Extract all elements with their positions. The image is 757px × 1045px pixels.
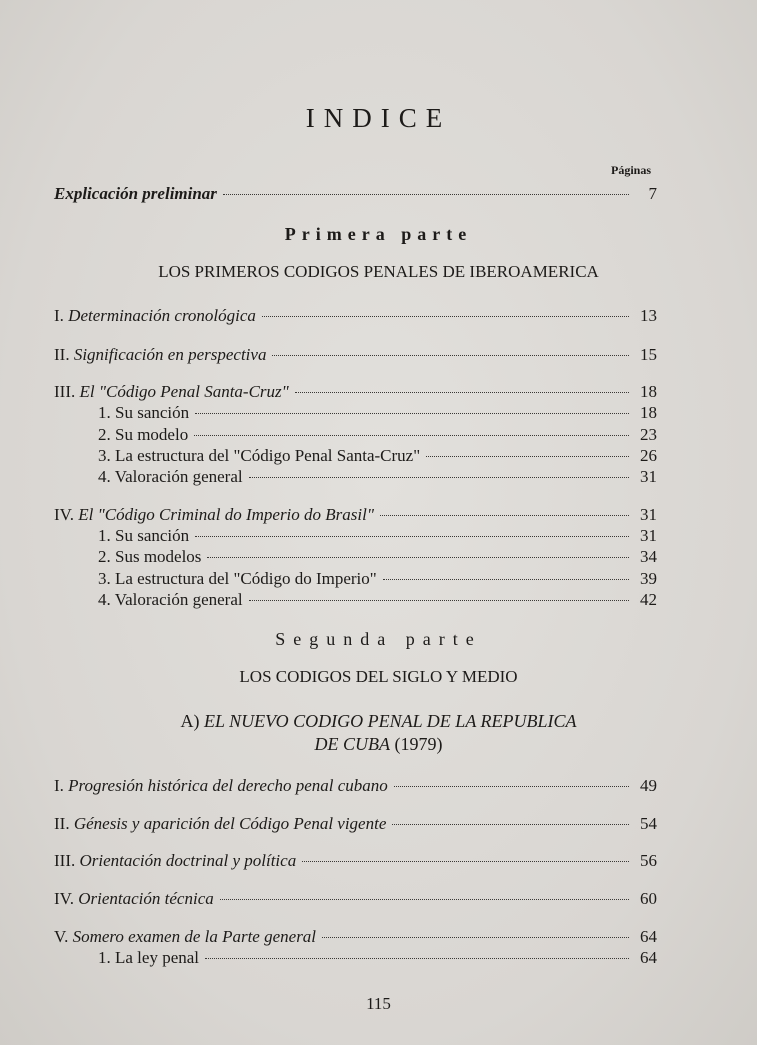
toc-entry-page: 42 [640, 590, 657, 609]
toc-subentry[interactable] [98, 590, 657, 610]
toc-entry-label: Su sanción [115, 526, 190, 545]
toc-entry-page: 13 [640, 306, 657, 325]
toc-subentry[interactable] [98, 948, 657, 968]
toc-entry-number: II. [54, 814, 70, 833]
toc-entry-page: 31 [640, 526, 657, 545]
dot-leader [207, 557, 629, 558]
toc-entry[interactable] [54, 382, 657, 402]
toc-entry-page: 15 [640, 345, 657, 364]
toc-entry-number: 4. [98, 467, 111, 486]
toc-entry-page: 18 [640, 382, 657, 401]
section-a-title: EL NUEVO CODIGO PENAL DE LA REPUBLICA [204, 711, 577, 731]
toc-entry-page: 49 [640, 776, 657, 795]
toc-entry[interactable] [54, 814, 657, 834]
section-a-title-cont: DE CUBA [314, 734, 390, 754]
section-a-prefix: A) [180, 711, 200, 731]
dot-leader [205, 958, 629, 959]
toc-entry[interactable] [54, 889, 657, 909]
toc-subentry[interactable] [98, 526, 657, 546]
toc-entry-number: 3. [98, 446, 111, 465]
toc-entry-label: Sus modelos [115, 547, 202, 566]
toc-entry-number: 4. [98, 590, 111, 609]
toc-entry-number: IV. [54, 889, 74, 908]
dot-leader [249, 600, 629, 601]
dot-leader [220, 899, 629, 900]
dot-leader [195, 536, 629, 537]
toc-entry[interactable] [54, 851, 657, 871]
toc-entry-label: El "Código Penal Santa-Cruz" [79, 382, 289, 401]
toc-entry-label: Somero examen de la Parte general [72, 927, 317, 946]
part-subtitle: LOS PRIMEROS CODIGOS PENALES DE IBEROAMERICA [158, 262, 599, 281]
toc-entry-page: 26 [640, 446, 657, 465]
toc-entry-page: 18 [640, 403, 657, 422]
dot-leader [426, 456, 629, 457]
dot-leader [194, 435, 629, 436]
part-subtitle: LOS CODIGOS DEL SIGLO Y MEDIO [239, 667, 518, 686]
dot-leader [272, 355, 629, 356]
toc-subentry[interactable] [98, 467, 657, 487]
toc-entry-label: La ley penal [115, 948, 200, 967]
toc-entry-page: 31 [640, 505, 657, 524]
dot-leader [394, 786, 629, 787]
toc-entry-number: II. [54, 345, 70, 364]
toc-entry-label: Orientación doctrinal y política [79, 851, 297, 870]
toc-entry-label: Su modelo [115, 425, 189, 444]
section-a-title-line1 [0, 711, 757, 732]
toc-subentry[interactable] [98, 547, 657, 567]
toc-entry-number: 3. [98, 569, 111, 588]
pages-column-label: Páginas [611, 163, 652, 177]
toc-entry-page: 60 [640, 889, 657, 908]
toc-entry-number: I. [54, 776, 64, 795]
toc-entry-number: 1. [98, 403, 111, 422]
toc-entry[interactable] [54, 345, 657, 365]
toc-entry[interactable] [54, 776, 657, 796]
toc-entry-page: 64 [640, 948, 657, 967]
toc-entry-label: Valoración general [114, 467, 243, 486]
toc-entry-number: III. [54, 382, 76, 401]
toc-subentry[interactable] [98, 569, 657, 589]
toc-entry[interactable] [54, 927, 657, 947]
toc-entry-number: III. [54, 851, 76, 870]
dot-leader [249, 477, 629, 478]
page-title: INDICE [305, 103, 452, 133]
toc-subentry[interactable] [98, 425, 657, 445]
toc-entry-label: La estructura del "Código do Imperio" [115, 569, 377, 588]
toc-subentry[interactable] [98, 446, 657, 466]
toc-entry-number: IV. [54, 505, 74, 524]
toc-entry-number: V. [54, 927, 69, 946]
toc-entry-page: 7 [648, 184, 657, 203]
dot-leader [262, 316, 629, 317]
dot-leader [223, 194, 629, 195]
toc-entry-label: Determinación cronológica [68, 306, 256, 325]
toc-entry-page: 23 [640, 425, 657, 444]
part-heading: Primera parte [284, 224, 473, 244]
toc-entry-page: 39 [640, 569, 657, 588]
toc-entry[interactable] [54, 306, 657, 326]
toc-entry-intro[interactable] [54, 184, 657, 204]
toc-entry-page: 64 [640, 927, 657, 946]
toc-subentry[interactable] [98, 403, 657, 423]
toc-entry-number: 1. [98, 948, 111, 967]
toc-entry-label: Explicación preliminar [54, 184, 217, 203]
dot-leader [322, 937, 629, 938]
toc-entry-label: Valoración general [114, 590, 243, 609]
toc-entry-number: I. [54, 306, 64, 325]
dot-leader [383, 579, 629, 580]
toc-entry-number: 1. [98, 526, 111, 545]
section-a-year: (1979) [394, 734, 443, 754]
dot-leader [295, 392, 629, 393]
toc-entry-label: Su sanción [115, 403, 190, 422]
toc-entry-label: Génesis y aparición del Código Penal vigente [73, 814, 387, 833]
toc-entry[interactable] [54, 505, 657, 525]
page-number: 115 [366, 994, 391, 1013]
toc-entry-label: Orientación técnica [78, 889, 214, 908]
toc-entry-label: Significación en perspectiva [73, 345, 267, 364]
dot-leader [380, 515, 629, 516]
toc-entry-page: 34 [640, 547, 657, 566]
toc-entry-page: 56 [640, 851, 657, 870]
toc-entry-page: 31 [640, 467, 657, 486]
toc-entry-label: Progresión histórica del derecho penal cubano [68, 776, 388, 795]
toc-entry-number: 2. [98, 425, 111, 444]
dot-leader [195, 413, 629, 414]
part-heading: Segunda parte [275, 629, 482, 649]
dot-leader [302, 861, 629, 862]
toc-entry-label: La estructura del "Código Penal Santa-Cruz" [115, 446, 421, 465]
toc-entry-label: El "Código Criminal do Imperio do Brasil" [78, 505, 374, 524]
toc-entry-page: 54 [640, 814, 657, 833]
section-a-title-line2 [0, 734, 757, 755]
toc-entry-number: 2. [98, 547, 111, 566]
dot-leader [392, 824, 629, 825]
